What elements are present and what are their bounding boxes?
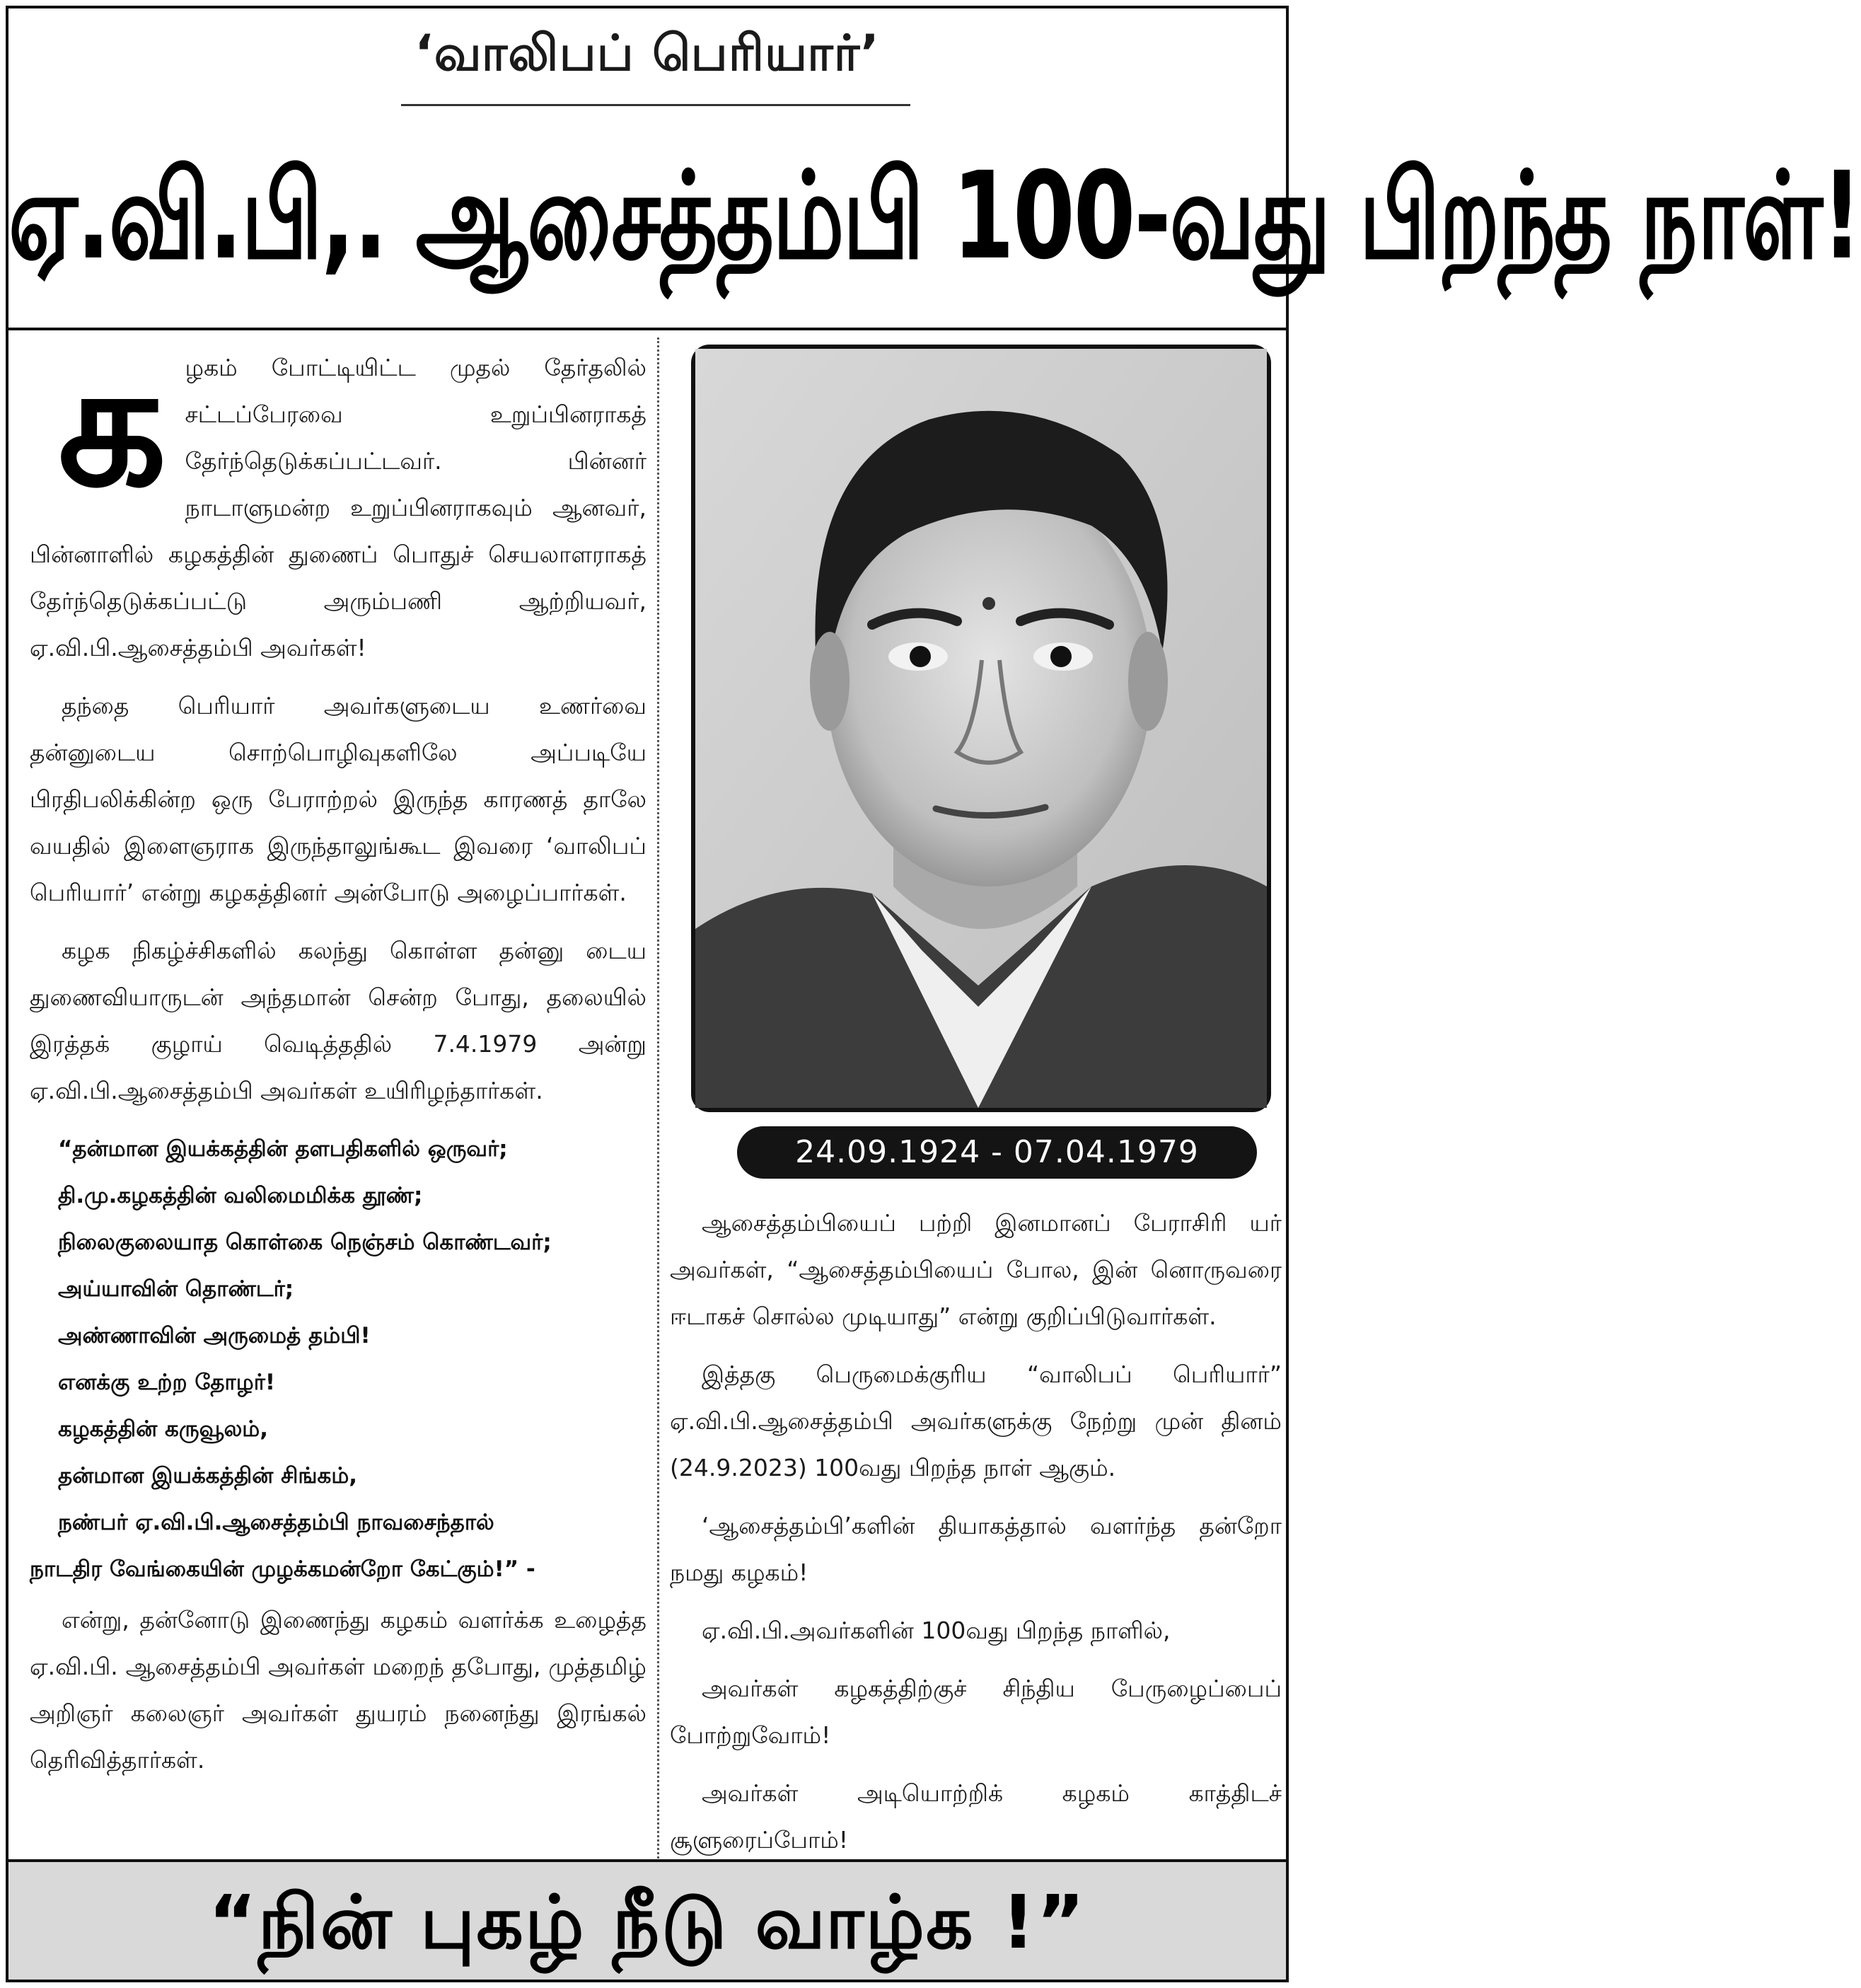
article-body: [8, 325, 1286, 1866]
paragraph-periyar: தந்தை பெரியார் அவர்களுடைய உணர்வை தன்னுடைய சொற்பொழிவுகளிலே அப்படியே பிரதிபலிக்கின்ற ஒரு பேராற்றல் இருந்த காரணத் தாலே வயதில் இளைஞராக இருந்தாலுங்கூட இவரை ‘வாலிபப் பெரியார்’ என்று கழகத்தினர் அன்போடு அழைப்பார்கள்.: [30, 692, 647, 906]
paragraph-professor: ஆசைத்தம்பியைப் பற்றி இனமானப் பேராசிரி யர் அவர்கள், “ஆசைத்தம்பியைப் போல, இன் னொருவரை ஈடாகச் சொல்ல முடியாது” என்று குறிப்பிடுவார்கள்.: [670, 1209, 1282, 1330]
quote-line: அய்யாவின் தொண்டர்;: [58, 1276, 294, 1302]
quote-line: நிலைகுலையாத கொள்கை நெஞ்சம் கொண்டவர்;: [58, 1230, 552, 1255]
kalaignar-quote: [30, 1126, 647, 1593]
header: [8, 8, 1861, 330]
life-dates-badge: 24.09.1924 - 07.04.1979: [737, 1126, 1257, 1179]
newspaper-page: [6, 6, 1861, 1982]
portrait-image: [695, 349, 1267, 1108]
paragraph-andaman: கழக நிகழ்ச்சிகளில் கலந்து கொள்ள தன்னு டைய துணைவியாருடன் அந்தமான் சென்ற போது, தலையில் இரத்தக் குழாய் வெடித்ததில் 7.4.1979 அன்று ஏ.வி.பி.ஆசைத்தம்பி அவர்கள் உயிரிழந்தார்கள்.: [30, 937, 647, 1104]
paragraph-pledge: அவர்கள் அடியொற்றிக் கழகம் காத்திடச் சூளுரைப்போம்!: [670, 1779, 1282, 1854]
quote-line: எனக்கு உற்ற தோழர்!: [58, 1370, 276, 1395]
drop-cap: க: [58, 325, 167, 524]
footer-banner: [8, 1859, 1286, 1980]
right-text: [670, 1200, 1282, 1863]
left-column: [30, 325, 647, 1795]
quote-line: நாடதிர வேங்கையின் முழக்கமன்றோ கேட்கும்!” -: [30, 1556, 535, 1582]
quote-line: நண்பர் ஏ.வி.பி.ஆசைத்தம்பி நாவசைந்தால்: [58, 1510, 494, 1535]
quote-line: தன்மான இயக்கத்தின் சிங்கம்,: [58, 1463, 358, 1489]
paragraph-praise: அவர்கள் கழகத்திற்குச் சிந்திய பேருழைப்பைப் போற்றுவோம்!: [670, 1675, 1282, 1749]
column-divider: [657, 337, 659, 1859]
portrait-photo: [691, 345, 1271, 1112]
paragraph-intro-text: ழகம் போட்டியிட்ட முதல் தேர்தலில் சட்டப்பேரவை உறுப்பினராகத் தேர்ந்தெடுக்கப்பட்டவர். பின்னர் நாடாளுமன்ற உறுப்பினராகவும் ஆனவர், பின்னாளில் கழகத்தின் துணைப் பொதுச் செயலாளராகத் தேர்ந்தெடுக்கப்பட்டு அரும்பணி ஆற்றியவர், ஏ.வி.பி.ஆசைத்தம்பி அவர்கள்!: [30, 354, 647, 661]
paragraph-centenary: இத்தகு பெருமைக்குரிய “வாலிபப் பெரியார்” ஏ.வி.பி.ஆசைத்தம்பி அவர்களுக்கு நேற்று முன் தினம் (24.9.2023) 100வது பிறந்த நாள் ஆகும்.: [670, 1360, 1282, 1481]
headline: ஏ.வி.பி,. ஆசைத்தம்பி 100-வது பிறந்த நாள்!: [8, 145, 1861, 287]
right-column: [670, 345, 1282, 1875]
footer-slogan: “நின் புகழ் நீடு வாழ்க !”: [208, 1879, 1086, 1965]
quote-line: தி.மு.கழகத்தின் வலிமைமிக்க தூண்;: [58, 1183, 423, 1208]
paragraph-birthday: ஏ.வி.பி.அவர்களின் 100வது பிறந்த நாளில்,: [702, 1617, 1171, 1644]
paragraph-condolence: என்று, தன்னோடு இணைந்து கழகம் வளர்க்க உழைத்த ஏ.வி.பி. ஆசைத்தம்பி அவர்கள் மறைந் தபோது, முத்தமிழ் அறிஞர் கலைஞர் அவர்கள் துயரம் நனைந்து இரங்கல் தெரிவித்தார்கள்.: [30, 1606, 647, 1774]
paragraph-intro: [30, 325, 647, 671]
paragraph-sacrifice: ‘ஆசைத்தம்பி’களின் தியாகத்தால் வளர்ந்த தன்றோ நமது கழகம்!: [670, 1512, 1282, 1586]
kicker-underline: [401, 104, 910, 106]
quote-line: கழகத்தின் கருவூலம்,: [58, 1416, 269, 1442]
kicker-title: ‘வாலிபப் பெரியார்’: [414, 24, 880, 82]
quote-line: “தன்மான இயக்கத்தின் தளபதிகளில் ஒருவர்;: [58, 1136, 508, 1162]
quote-line: அண்ணாவின் அருமைத் தம்பி!: [58, 1323, 371, 1348]
